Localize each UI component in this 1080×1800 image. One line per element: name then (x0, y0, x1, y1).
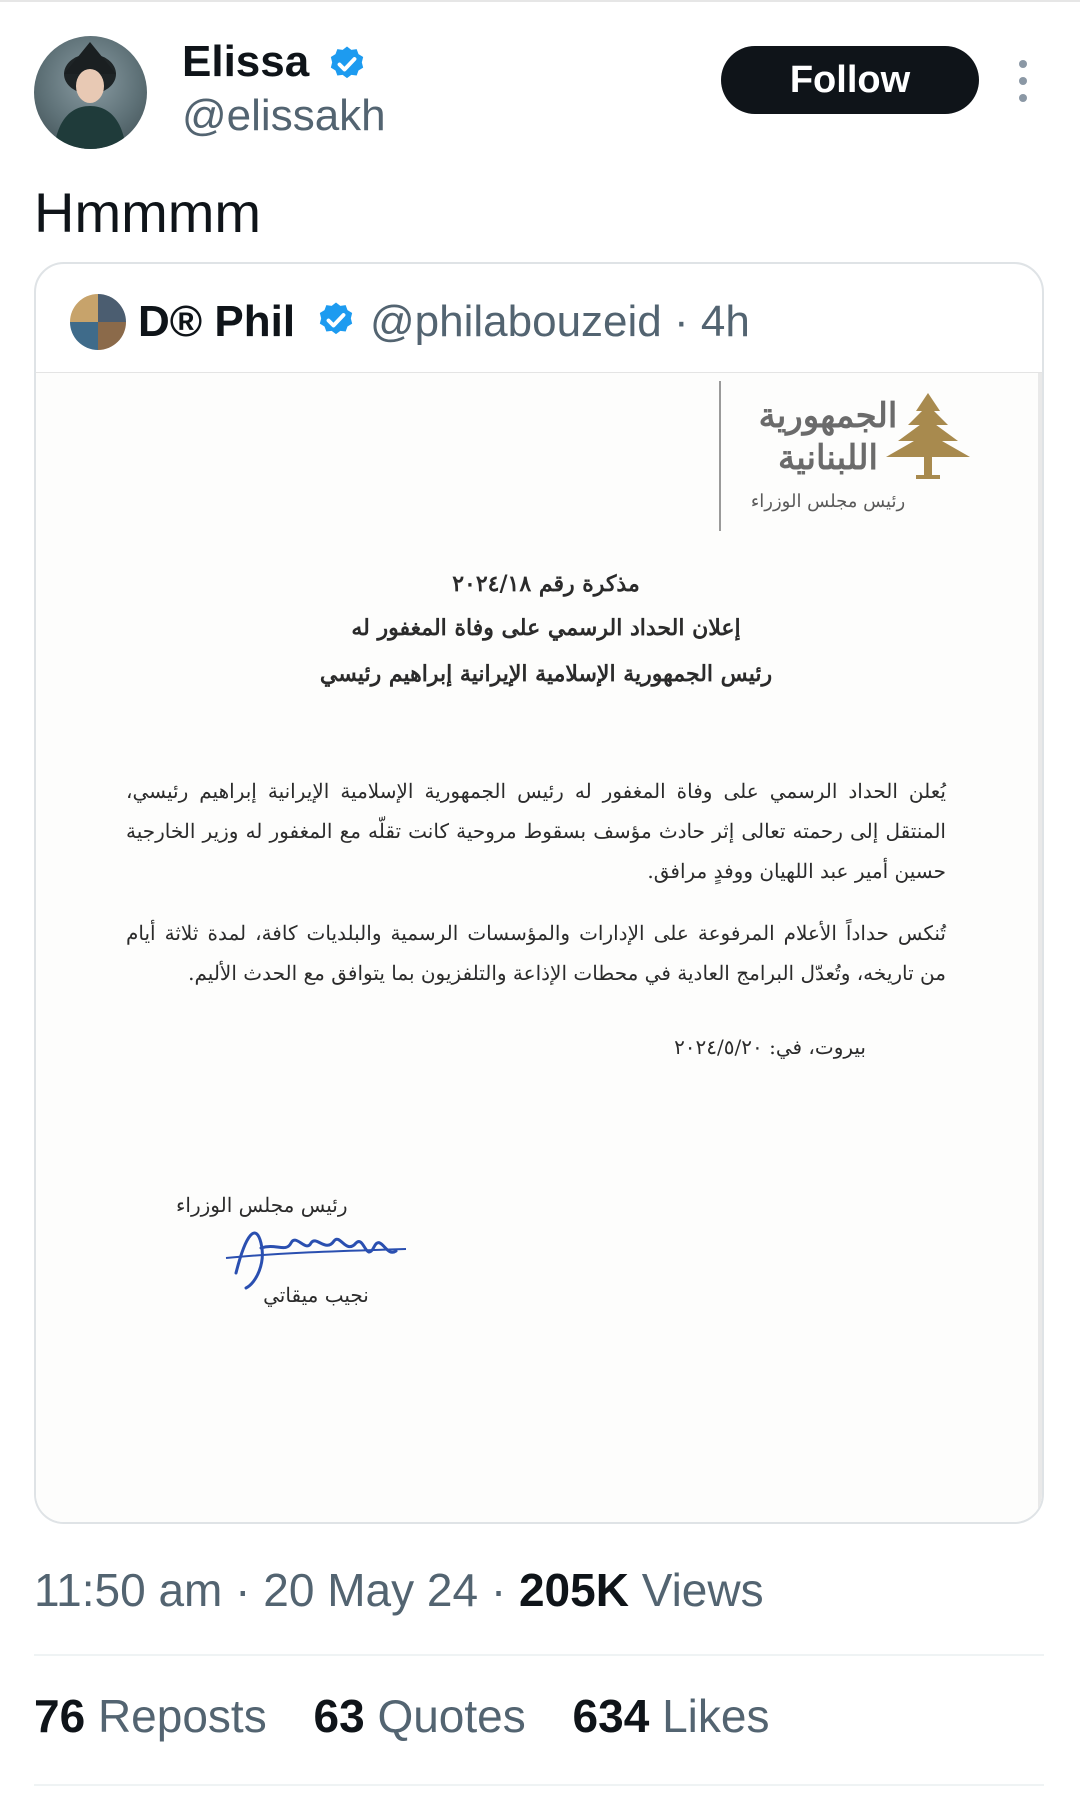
separator-dot: · (490, 1564, 507, 1616)
signatory-title: رئيس مجلس الوزراء (176, 1193, 348, 1217)
memo-heading-line2: رئيس الجمهورية الإسلامية الإيرانية إبراهيم رئيسي (319, 661, 773, 687)
memo-number: مذكرة رقم ٢٠٢٤/١٨ (452, 571, 640, 597)
handwritten-signature (216, 1213, 416, 1293)
letterhead-office: رئيس مجلس الوزراء (750, 491, 906, 512)
memo-date: بيروت، في: ٢٠٢٤/٥/٢٠ (674, 1035, 866, 1059)
quoted-handle-row (370, 294, 750, 350)
memo-paragraph-1: يُعلن الحداد الرسمي على وفاة المغفور له رئيس الجمهورية الإسلامية الإيرانية إبراهيم رئيسي، المنتقل إلى رحمته تعالى إثر حادث مؤسف بسقوط مروحية كانت تقلّه مع المغفور له وزير الخارجية حسين أمير عبد اللهيان ووفدٍ مرافق. (126, 779, 946, 883)
top-divider (0, 0, 1080, 2)
tweet-text: Hmmmm (34, 181, 262, 244)
verified-badge-icon (316, 300, 356, 340)
author-handle[interactable]: @elissakh (182, 91, 386, 140)
letterhead-title-line1: الجمهورية (758, 396, 898, 436)
cedar-emblem-icon (878, 391, 978, 483)
author-name[interactable]: Elissa (182, 37, 310, 86)
separator-dot: · (674, 297, 689, 346)
follow-button[interactable]: Follow (721, 46, 979, 114)
likes-count: 634 (572, 1690, 650, 1742)
views-count: 205K (518, 1564, 629, 1616)
quoted-tweet-age[interactable]: 4h (700, 297, 750, 346)
quotes-label: Quotes (377, 1690, 526, 1742)
reposts-label: Reposts (97, 1690, 267, 1742)
reposts-count: 76 (34, 1690, 86, 1742)
quoted-author-avatar[interactable] (70, 294, 126, 350)
likes-stat[interactable] (573, 1686, 770, 1746)
quoted-author-handle[interactable]: @philabouzeid (370, 297, 662, 346)
tweet-meta (34, 1560, 764, 1620)
engagement-stats (34, 1686, 803, 1746)
letterhead-rule (719, 381, 721, 531)
signatory-name: نجيب ميقاتي (263, 1283, 369, 1307)
more-options-icon[interactable] (1008, 58, 1038, 104)
tweet-time[interactable]: 11:50 am (34, 1564, 223, 1616)
reposts-stat[interactable] (34, 1686, 267, 1746)
divider (34, 1784, 1044, 1786)
quotes-count: 63 (313, 1690, 365, 1742)
views-label: Views (641, 1564, 764, 1616)
verified-badge-icon (327, 44, 367, 84)
tweet-date[interactable]: 20 May 24 (263, 1564, 479, 1616)
quoted-tweet-card[interactable] (34, 262, 1044, 1524)
divider (34, 1654, 1044, 1656)
quotes-stat[interactable] (313, 1686, 525, 1746)
likes-label: Likes (662, 1690, 770, 1742)
document-edge (1038, 373, 1042, 1524)
memo-paragraph-2: تُنكس حداداً الأعلام المرفوعة على الإدارات والمؤسسات الرسمية والبلديات كافة، لمدة ثلاثة أيام من تاريخه، وتُعدّل البرامج العادية في محطات الإذاعة والتلفزيون بما يتوافق مع الحدث الأليم. (126, 921, 946, 985)
memo-heading-line1: إعلان الحداد الرسمي على وفاة المغفور له (351, 615, 741, 641)
letterhead-title-line2: اللبنانية (778, 438, 878, 478)
author-name-row[interactable] (182, 34, 367, 90)
quoted-author-name[interactable]: D® Phil (138, 297, 296, 346)
author-avatar[interactable] (34, 36, 147, 149)
attached-document-image[interactable] (36, 372, 1042, 1524)
separator-dot: · (235, 1564, 251, 1616)
